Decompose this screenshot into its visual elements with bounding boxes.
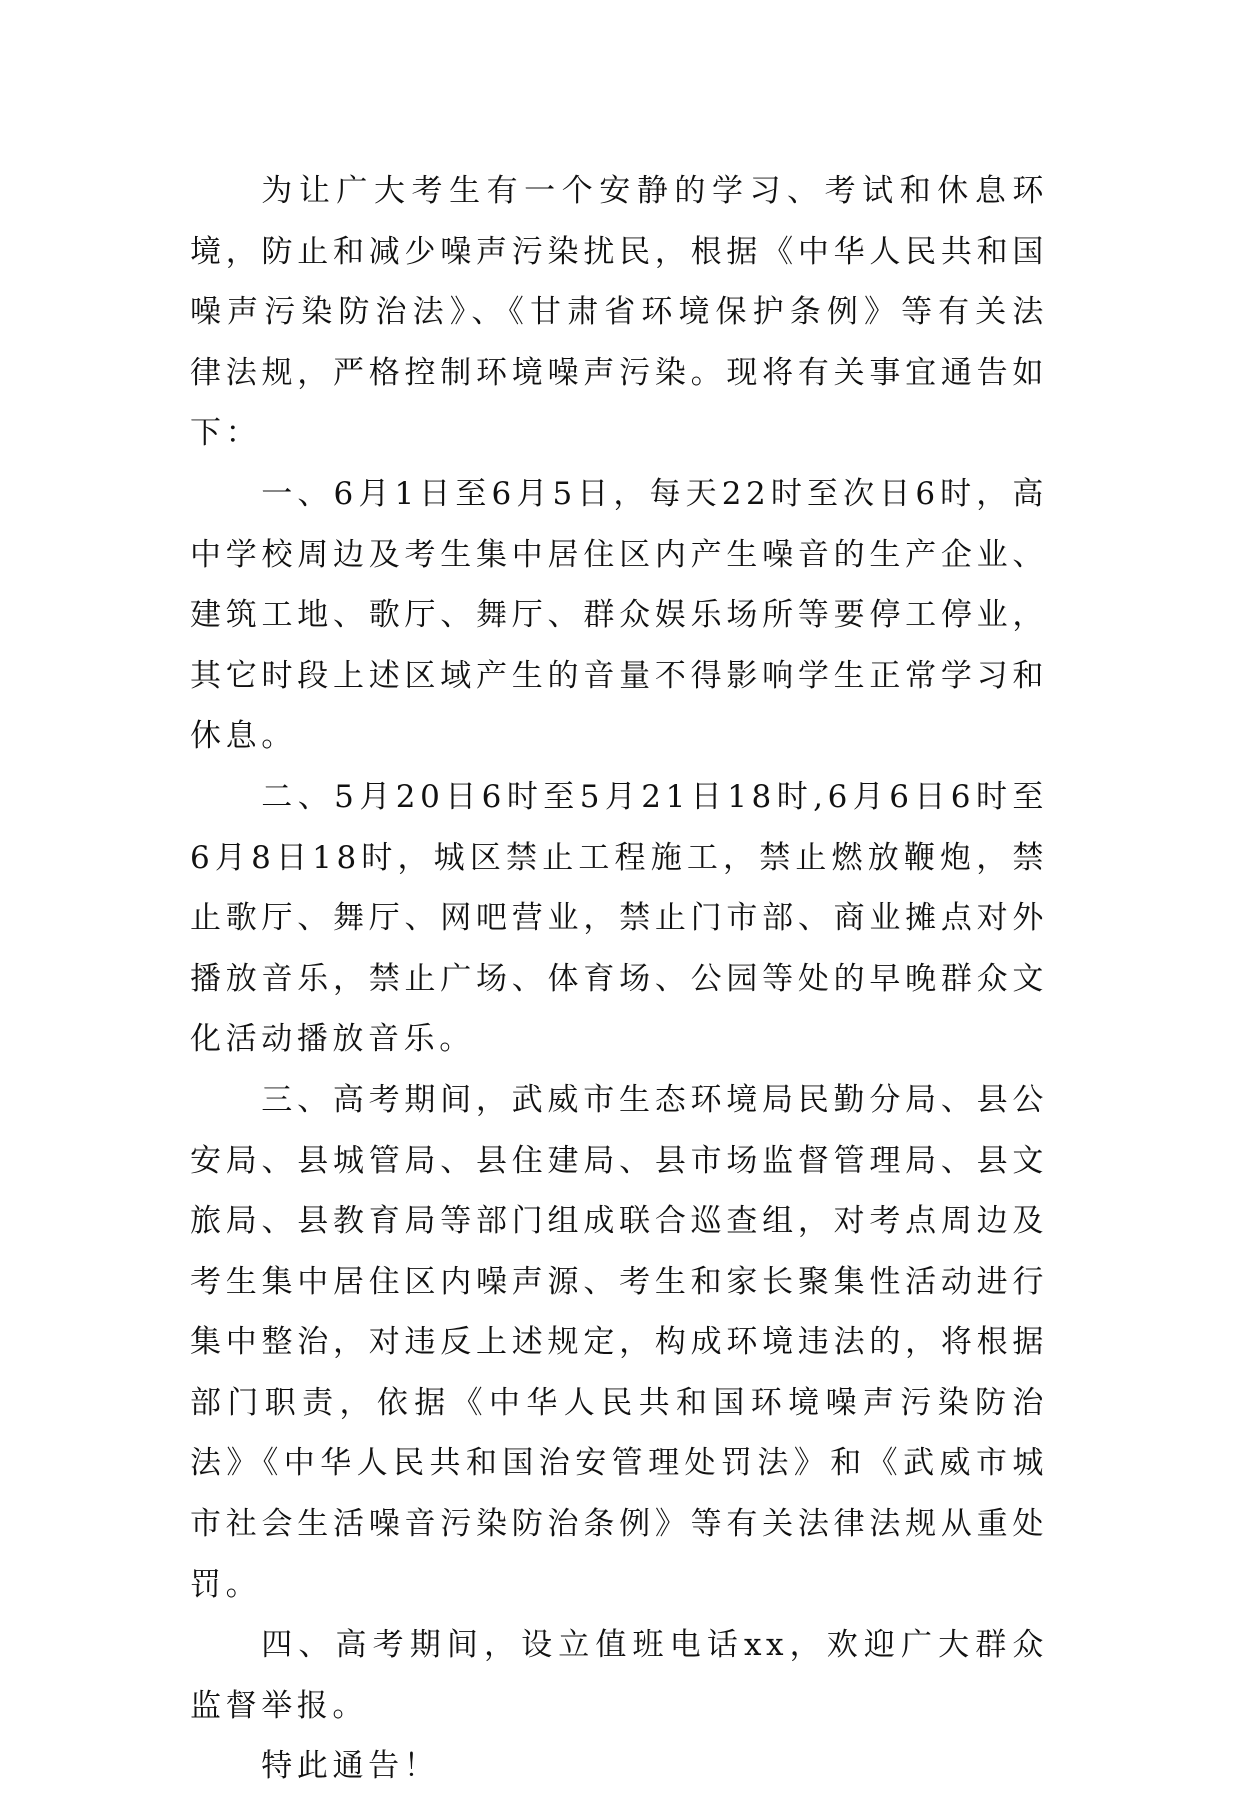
paragraph-intro: 为让广大考生有一个安静的学习、考试和休息环境，防止和减少噪声污染扰民，根据《中华人民共和国噪声污染防治法》、《甘肃省环境保护条例》等有关法律法规，严格控制环境噪声污染。现将有关事宜通告如下： [190,173,1048,452]
paragraph-item-1: 一、6月1日至6月5日，每天22时至次日6时，高中学校周边及考生集中居住区内产生噪音的生产企业、建筑工地、歌厅、舞厅、群众娱乐场所等要停工停业，其它时段上述区域产生的音量不得影响学生正常学习和休息。 [190,475,1048,755]
document-body [190,161,1048,1797]
paragraph-item-3: 三、高考期间，武威市生态环境局民勤分局、县公安局、县城管局、县住建局、县市场监督管理局、县文旅局、县教育局等部门组成联合巡查组，对考点周边及考生集中居住区内噪声源、考生和家长聚集性活动进行集中整治，对违反上述规定，构成环境违法的，将根据部门职责，依据《中华人民共和国环境噪声污染防治法》《中华人民共和国治安管理处罚法》和《武威市城市社会生活噪音污染防治条例》等有关法律法规从重处罚。 [190,1081,1048,1603]
paragraph-closing: 特此通告！ [261,1748,440,1785]
paragraph-item-2: 二、5月20日6时至5月21日18时,6月6日6时至6月8日18时，城区禁止工程施工，禁止燃放鞭炮，禁止歌厅、舞厅、网吧营业，禁止门市部、商业摊点对外播放音乐，禁止广场、体育场、公园等处的早晚群众文化活动播放音乐。 [190,778,1048,1058]
paragraph-item-4: 四、高考期间，设立值班电话xx，欢迎广大群众监督举报。 [190,1627,1048,1724]
